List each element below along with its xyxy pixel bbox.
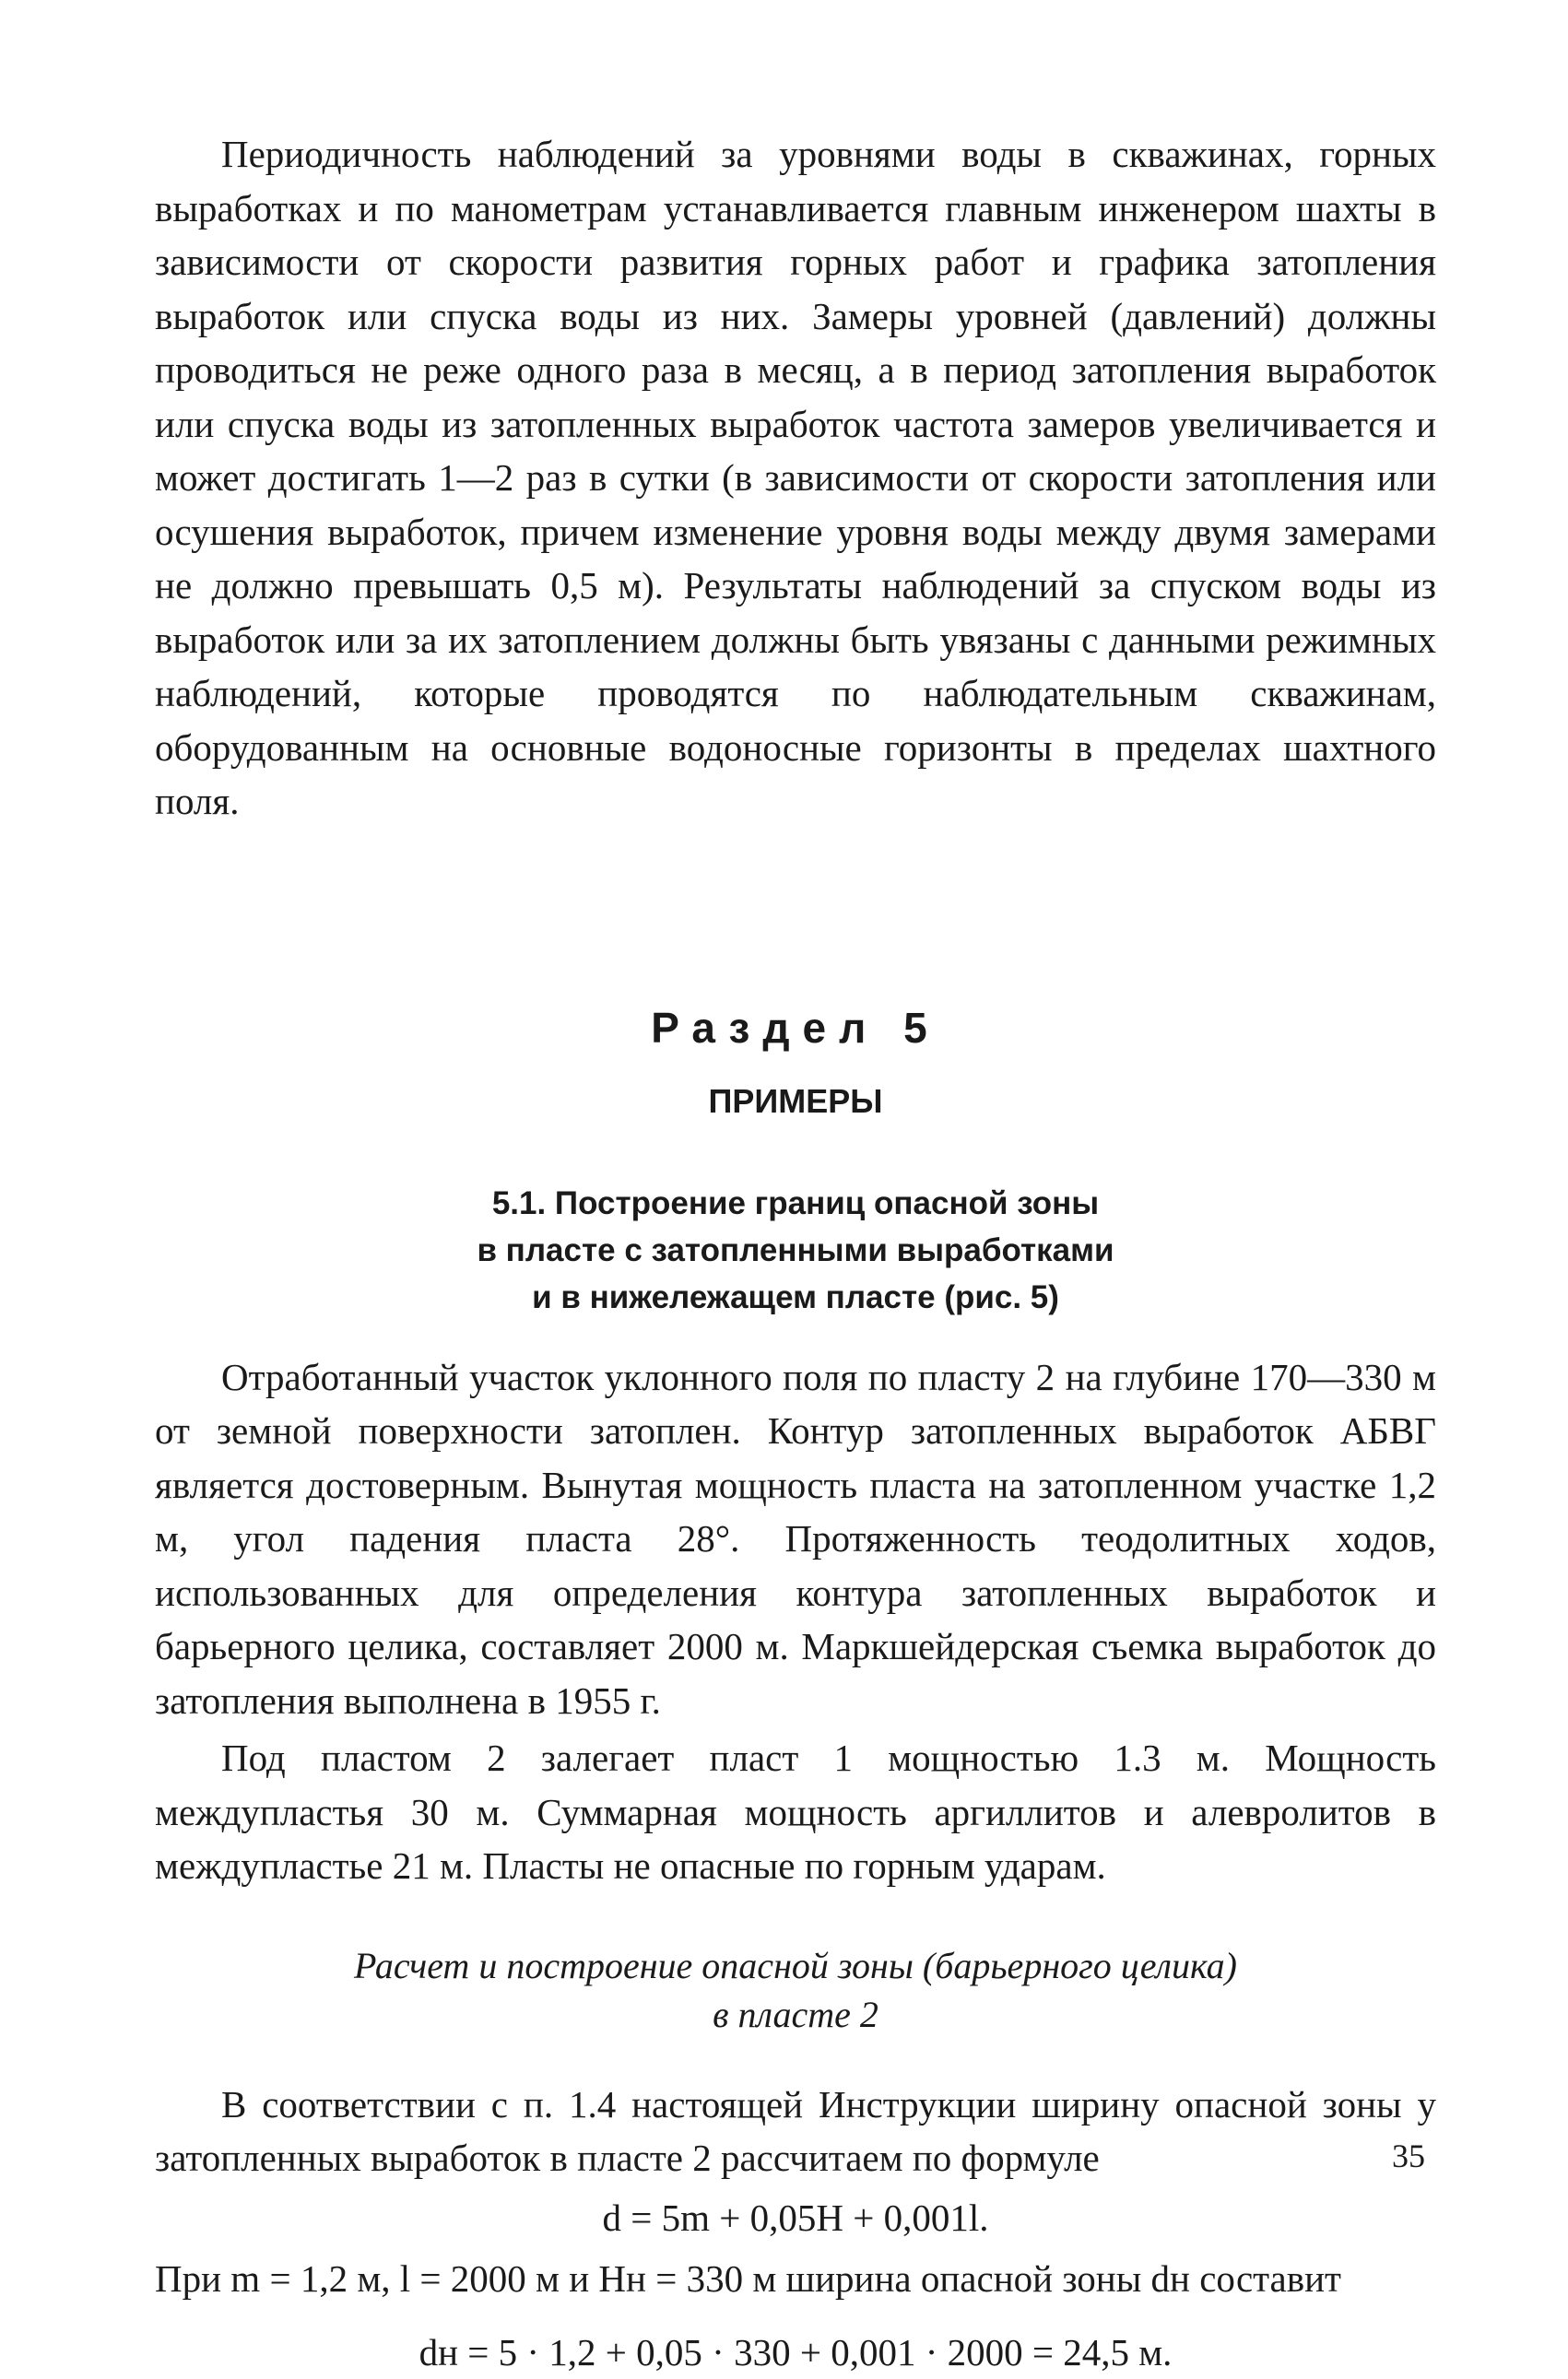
calculation-heading-line-1: Расчет и построение опасной зоны (барьерного целика) xyxy=(353,1944,1237,1986)
subsection-heading xyxy=(155,1180,1436,1321)
paragraph-4: В соответствии с п. 1.4 настоящей Инструкции ширину опасной зоны у затопленных выработок в пласте 2 рассчитаем по формуле xyxy=(155,2082,1436,2179)
page-body xyxy=(155,127,1436,2379)
subsection-line-2: в пласте с затопленными выработками xyxy=(477,1231,1114,1268)
paragraph-2: Отработанный участок уклонного поля по пласту 2 на глубине 170—330 м от земной поверхности затоплен. Контур затопленных выработок АБВГ является достоверным. Вынутая мощность пласта на затопленном участке 1,2 м, угол падения пласта 28°. Протяженность теодолитных ходов, использованных для определения контура затопленных выработок и барьерного целика, составляет 2000 м. Маркшейдерская съемка выработок до затопления выполнена в 1955 г. xyxy=(155,1355,1436,1722)
intro-paragraph: Периодичность наблюдений за уровнями воды в скважинах, горных выработках и по манометрам устанавливается главным инженером шахты в зависимости от скорости развития горных работ и графика затопления выработок или спуска воды из них. Замеры уровней (давлений) должны проводиться не реже одного раза в месяц, а в период затопления выработок или спуска воды из затопленных выработок частота замеров увеличивается и может достигать 1—2 раз в сутки (в зависимости от скорости затопления или осушения выработок, причем изменение уровня воды между двумя замерами не должно превышать 0,5 м). Результаты наблюдений за спуском воды из выработок или за их затоплением должны быть увязаны с данными режимных наблюдений, которые проводятся по наблюдательным скважинам, оборудованным на основные водоносные горизонты в пределах шахтного поля. xyxy=(155,133,1436,822)
formula-1: d = 5m + 0,05H + 0,001l. xyxy=(602,2196,989,2239)
calculation-heading xyxy=(155,1941,1436,2039)
subsection-line-3: и в нижележащем пласте (рис. 5) xyxy=(532,1278,1059,1315)
calculation-heading-line-2: в пласте 2 xyxy=(713,1993,878,2035)
paragraph-5: При m = 1,2 м, l = 2000 м и Hн = 330 м ширина опасной зоны dн составит xyxy=(155,2256,1341,2300)
paragraph-3: Под пластом 2 залегает пласт 1 мощностью 1.3 м. Мощность междупластья 30 м. Суммарная мощность аргиллитов и алевролитов в междупластье 21 м. Пласты не опасные по горным ударам. xyxy=(155,1737,1436,1887)
section-title: ПРИМЕРЫ xyxy=(708,1081,883,1120)
subsection-line-1: 5.1. Построение границ опасной зоны xyxy=(491,1184,1100,1221)
section-label: Раздел 5 xyxy=(651,1003,940,1052)
formula-2: dн = 5 · 1,2 + 0,05 · 330 + 0,001 · 2000 = 24,5 м. xyxy=(419,2331,1173,2373)
page-number: 35 xyxy=(1392,2138,1425,2174)
